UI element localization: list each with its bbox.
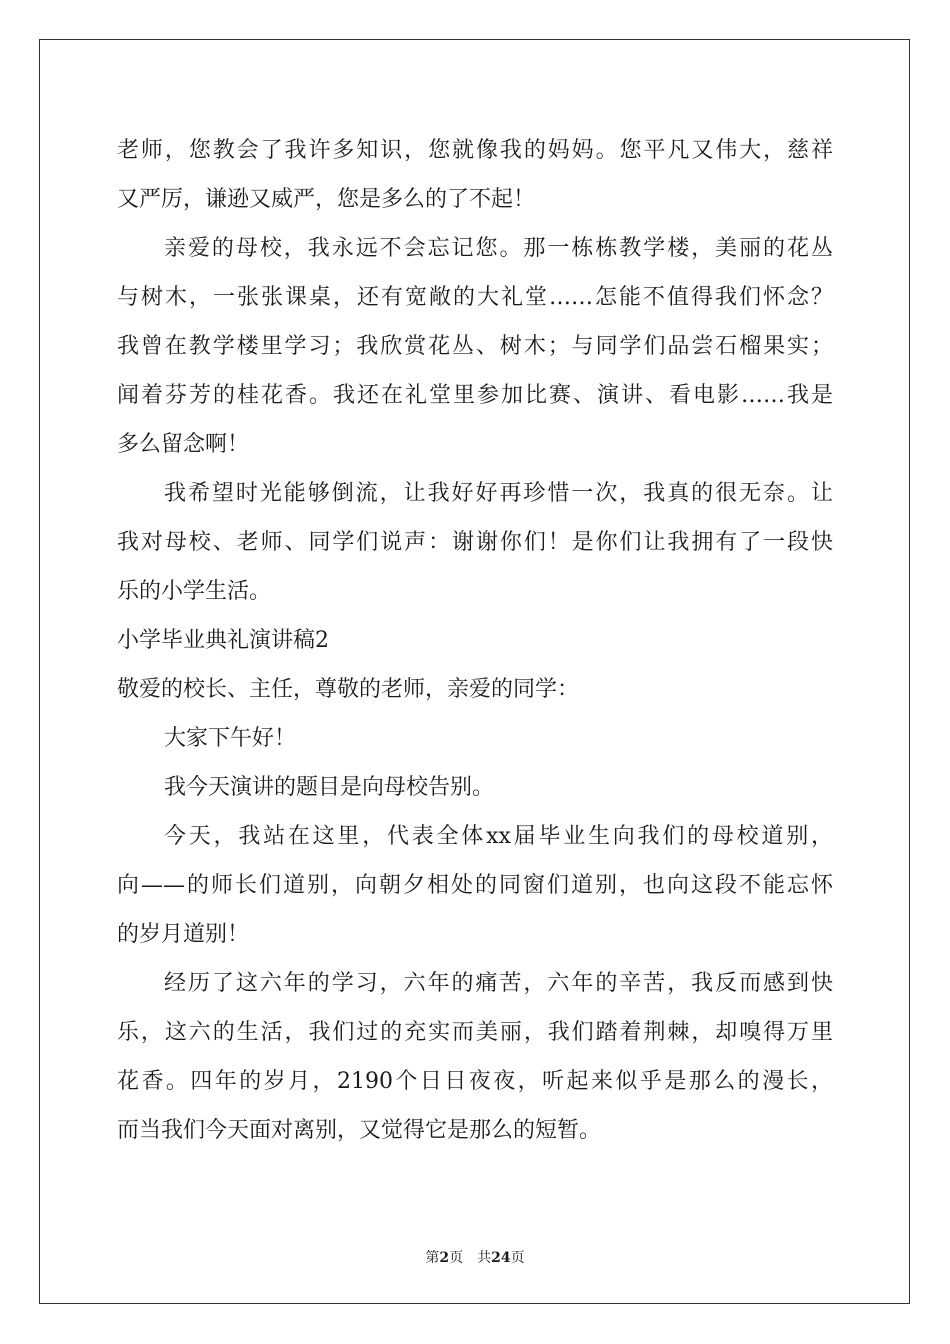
- text-line: 多么留念啊！: [117, 432, 250, 457]
- text-line: 经历了这六年的学习，六年的痛苦，六年的辛苦，我反而感到快: [164, 971, 833, 996]
- text-line: 的岁月道别！: [117, 922, 250, 947]
- text-line: 老师，您教会了我许多知识，您就像我的妈妈。您平凡又伟大，慈祥: [117, 138, 833, 163]
- text-line: 向——的师长们道别，向朝夕相处的同窗们道别，也向这段不能忘怀: [117, 873, 833, 898]
- text-line: 我今天演讲的题目是向母校告别。: [164, 775, 495, 800]
- page-prefix: 第: [425, 1250, 440, 1266]
- text-line: 我对母校、老师、同学们说声：谢谢你们！是你们让我拥有了一段快: [117, 530, 833, 555]
- text-line: 我希望时光能够倒流，让我好好再珍惜一次，我真的很无奈。让: [164, 481, 833, 506]
- page-footer: [0, 1247, 950, 1267]
- page-number: 2: [439, 1250, 450, 1266]
- text-line: 乐，这六的生活，我们过的充实而美丽，我们踏着荆棘，却嗅得万里: [117, 1020, 833, 1045]
- text-line: 花香。四年的岁月，2190个日日夜夜，听起来似乎是那么的漫长，: [117, 1069, 833, 1094]
- section-heading: 小学毕业典礼演讲稿2: [117, 628, 329, 653]
- text-line: 今天，我站在这里，代表全体xx届毕业生向我们的母校道别，: [164, 824, 833, 849]
- text-line: 我曾在教学楼里学习；我欣赏花丛、树木；与同学们品尝石榴果实；: [117, 334, 833, 359]
- text-line: 而当我们今天面对离别，又觉得它是那么的短暂。: [117, 1118, 602, 1143]
- text-line: 又严厉，谦逊又威严，您是多么的了不起！: [117, 187, 536, 212]
- page-suffix: 页: [449, 1250, 464, 1266]
- total-pages: 24: [491, 1250, 511, 1266]
- text-line: 与树木，一张张课桌，还有宽敞的大礼堂……怎能不值得我们怀念？: [117, 285, 833, 310]
- total-prefix: 共: [477, 1250, 492, 1266]
- salutation: 敬爱的校长、主任，尊敬的老师，亲爱的同学：: [117, 677, 580, 702]
- document-body: [117, 126, 833, 1155]
- total-suffix: 页: [510, 1250, 525, 1266]
- text-line: 亲爱的母校，我永远不会忘记您。那一栋栋教学楼，美丽的花丛: [164, 236, 833, 261]
- text-line: 乐的小学生活。: [117, 579, 272, 604]
- text-line: 闻着芬芳的桂花香。我还在礼堂里参加比赛、演讲、看电影……我是: [117, 383, 833, 408]
- text-line: 大家下午好！: [164, 726, 297, 751]
